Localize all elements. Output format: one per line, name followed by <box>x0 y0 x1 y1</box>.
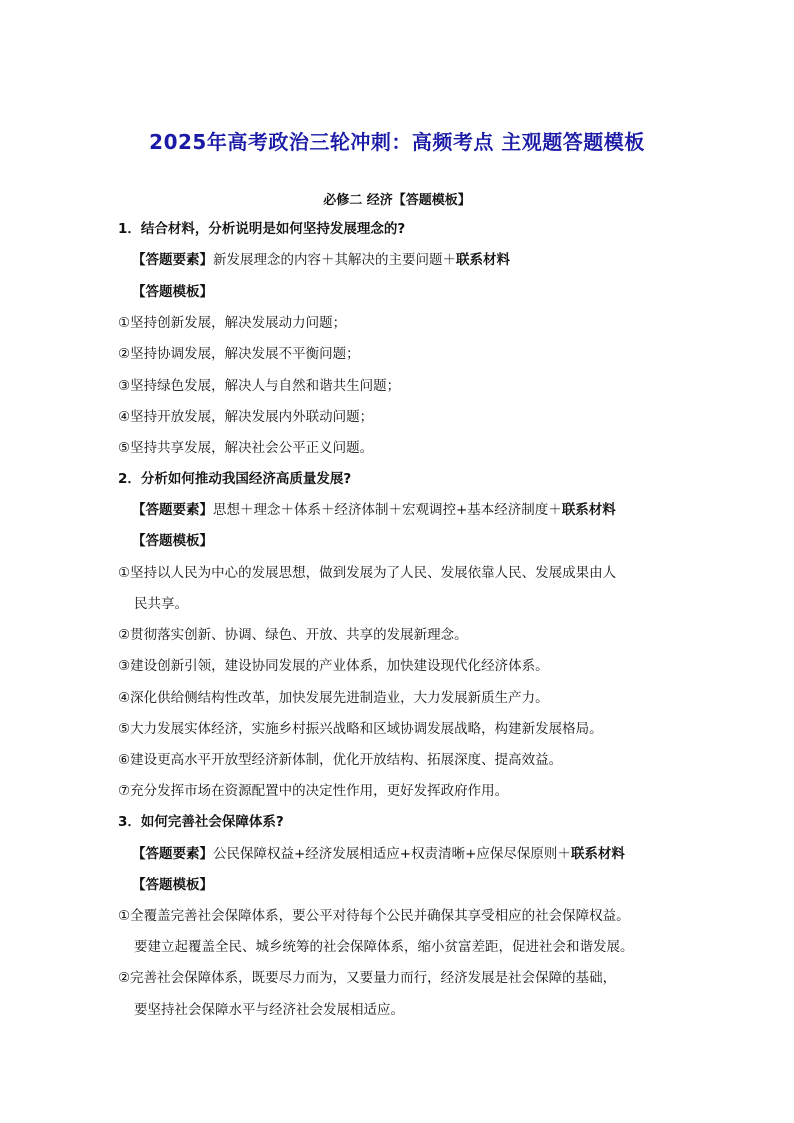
document-title: 2025年高考政治三轮冲刺：高频考点 主观题答题模板 <box>149 130 645 154</box>
q1-elements-label: 【答题要素】 <box>132 252 213 268</box>
q2-item-continuation: 民共享。 <box>134 596 188 612</box>
q3-elements-label: 【答题要素】 <box>132 846 213 862</box>
q1-elements-text: 新发展理念的内容＋其解决的主要问题＋ <box>213 252 456 268</box>
q2-item: ④深化供给侧结构性改革，加快发展先进制造业，大力发展新质生产力。 <box>118 690 549 706</box>
q2-elements-label: 【答题要素】 <box>132 502 213 518</box>
q2-item: ⑤大力发展实体经济，实施乡村振兴战略和区域协调发展战略，构建新发展格局。 <box>118 721 603 737</box>
q2-template-label: 【答题模板】 <box>132 533 213 549</box>
question-2: 2．分析如何推动我国经济高质量发展? <box>118 471 352 487</box>
q3-item: ①全覆盖完善社会保障体系，要公平对待每个公民并确保其享受相应的社会保障权益。 <box>118 908 630 924</box>
q1-elements-link: 联系材料 <box>456 252 510 268</box>
q2-item: ③建设创新引领，建设协同发展的产业体系，加快建设现代化经济体系。 <box>118 658 549 674</box>
q2-item: ⑥建设更高水平开放型经济新体制，优化开放结构、拓展深度、提高效益。 <box>118 752 563 768</box>
q2-item: ②贯彻落实创新、协调、绿色、开放、共享的发展新理念。 <box>118 627 468 643</box>
section-subtitle: 必修二 经济【答题模板】 <box>323 193 471 208</box>
q1-template-label: 【答题模板】 <box>132 284 213 300</box>
question-3: 3．如何完善社会保障体系? <box>118 814 284 830</box>
q3-elements-text: 公民保障权益+经济发展相适应+权责清晰+应保尽保原则＋ <box>213 846 571 862</box>
q3-answer-elements <box>132 845 625 863</box>
q3-item-continuation: 要建立起覆盖全民、城乡统筹的社会保障体系，缩小贫富差距，促进社会和谐发展。 <box>134 939 634 955</box>
q3-item-continuation: 要坚持社会保障水平与经济社会发展相适应。 <box>134 1002 404 1018</box>
q2-item: ①坚持以人民为中心的发展思想，做到发展为了人民、发展依靠人民、发展成果由人 <box>118 565 617 581</box>
q1-item: ⑤坚持共享发展，解决社会公平正义问题。 <box>118 440 374 456</box>
q2-elements-text: 思想＋理念＋体系＋经济体制＋宏观调控+基本经济制度＋ <box>213 502 562 518</box>
q1-answer-elements <box>132 251 510 269</box>
q1-item: ①坚持创新发展，解决发展动力问题； <box>118 315 347 331</box>
q2-answer-elements <box>132 501 616 519</box>
q3-elements-link: 联系材料 <box>570 846 625 862</box>
q3-item: ②完善社会保障体系，既要尽力而为，又要量力而行，经济发展是社会保障的基础， <box>118 970 617 986</box>
q2-elements-link: 联系材料 <box>561 502 616 518</box>
q1-item: ④坚持开放发展，解决发展内外联动问题； <box>118 409 374 425</box>
q3-template-label: 【答题模板】 <box>132 877 213 893</box>
q1-item: ③坚持绿色发展，解决人与自然和谐共生问题； <box>118 378 401 394</box>
q1-item: ②坚持协调发展，解决发展不平衡问题； <box>118 346 360 362</box>
q2-item: ⑦充分发挥市场在资源配置中的决定性作用，更好发挥政府作用。 <box>118 783 509 799</box>
question-1: 1．结合材料，分析说明是如何坚持发展理念的? <box>118 221 406 237</box>
